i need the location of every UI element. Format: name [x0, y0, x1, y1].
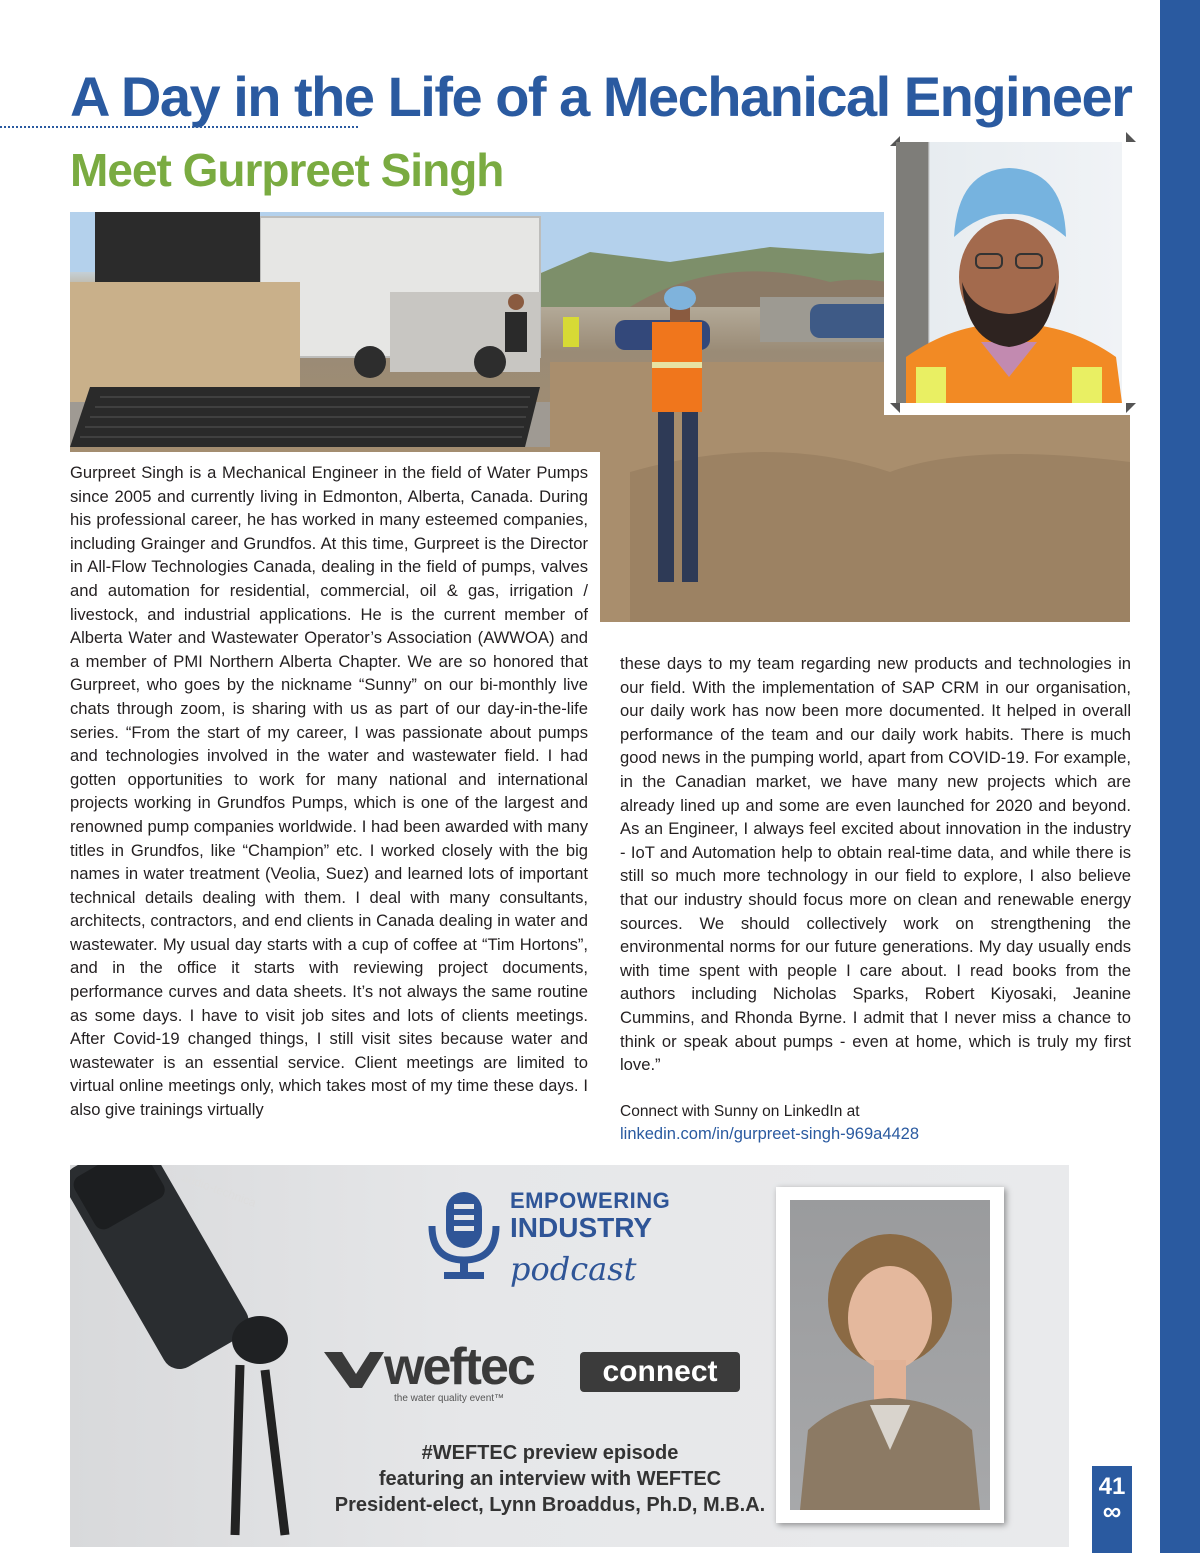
portrait-frame: [884, 134, 1134, 415]
frame-corner-icon: [1126, 132, 1136, 142]
podcast-title-line2: INDUSTRY: [510, 1212, 653, 1243]
article-right-column: these days to my team regarding new products and technologies in our field. With the implementation of SAP CRM in our organisation, our daily work has now been more documented. It helped in overall performance of the team and our daily work habits. There is much good news in the pumping world, apart from COVID-19. For example, in the Canadian market, we have many new projects which are already lined up and some are even launched for 2020 and beyond. As an Engineer, I always feel excited about innovation in the industry - IoT and Automation help to obtain real-time data, and while there is still so much more technology in our field to explore, I also believe that our industry should focus more on clean and renewable energy sources. We should collectively work on strengthening the environmental norms for our future generations. My day usually ends with time spent with people I care about. I read books from the authors including Nicholas Sparks, Robert Kiyosaki, Jeanine Cummins, and Rhonda Byrne. I admit that I never miss a chance to think or speak about pumps - even at home, which is truly my first love.”: [620, 654, 1131, 1075]
lynn-broaddus-portrait: [790, 1200, 990, 1510]
weftec-tagline: the water quality event™: [394, 1393, 505, 1404]
frame-corner-icon: [1126, 403, 1136, 413]
mic-brand-label: audio-technica: [179, 1170, 259, 1210]
episode-line1: #WEFTEC preview episode: [421, 1442, 679, 1464]
subtitle-box: [70, 128, 504, 212]
page-title: A Day in the Life of a Mechanical Engineer: [70, 65, 1132, 128]
page-number: 41: [1098, 1473, 1126, 1500]
page-subtitle: Meet Gurpreet Singh: [70, 144, 504, 196]
podcast-title-line1: EMPOWERING: [510, 1188, 671, 1213]
page-sidebar-stripe: [1160, 0, 1200, 1553]
weftec-logo: weftec: [384, 1338, 534, 1396]
linkedin-link[interactable]: linkedin.com/in/gurpreet-singh-969a4428: [620, 1125, 920, 1143]
episode-line3: President-elect, Lynn Broaddus, Ph.D, M.B.A.: [334, 1494, 766, 1516]
linkedin-connect-label: Connect with Sunny on LinkedIn at: [620, 1103, 860, 1120]
episode-line2: featuring an interview with WEFTEC: [378, 1468, 722, 1490]
article-left-column: Gurpreet Singh is a Mechanical Engineer in the field of Water Pumps since 2005 and currently living in Edmonton, Alberta, Canada. During his professional career, he has worked in many esteemed companies, including Grainger and Grundfos. At this time, Gurpreet is the Director in All-Flow Technologies Canada, dealing in the field of pumps, valves and automation for residential, commercial, oil & gas, irrigation / livestock, and industrial applications. He is the current member of Alberta Water and Wastewater Operator’s Association (AWWOA) and a member of PMI Northern Alberta Chapter. We are so honored that Gurpreet, who goes by the nickname “Sunny” on our bi-monthly live chats through zoom, is sharing with us as part of our day-in-the-life series. “From the start of my career, I was passionate about pumps and technologies involved in the water and wastewater field. I had gotten opportunities to work for many national and international projects working in Grundfos Pumps, which is one of the largest and renowned pump companies worldwide. I had been awarded with many titles in Grundfos, like “Champion” etc. I worked closely with the big names in water treatment (Veolia, Suez) and learned lots of important technical details dealing with them. I deal with many consultants, architects, contractors, and end clients in Canada dealing in water and wastewater. My usual day starts with a cup of coffee at “Tim Hortons”, and in the office it starts with reviewing project documents, performance curves and data sheets. It’s not always the same routine as some days. I have to visit job sites and lots of clients meetings. After Covid-19 changed things, I still visit sites because water and wastewater is an essential service. Client meetings are limited to virtual online meetings only, which takes most of my time these days. I also give trainings virtually: [70, 463, 588, 1120]
lynn-portrait-frame: [776, 1187, 1004, 1523]
gurpreet-singh-portrait: [896, 142, 1122, 403]
page-number-badge: [1092, 1466, 1132, 1553]
podcast-microphone-icon: [424, 1188, 504, 1283]
frame-corner-icon: [890, 403, 900, 413]
podcast-title-line3: podcast: [510, 1250, 637, 1288]
infinity-icon: ∞: [1102, 1496, 1122, 1526]
connect-logo: connect: [580, 1352, 740, 1392]
weftec-chevron-icon: [324, 1350, 384, 1390]
